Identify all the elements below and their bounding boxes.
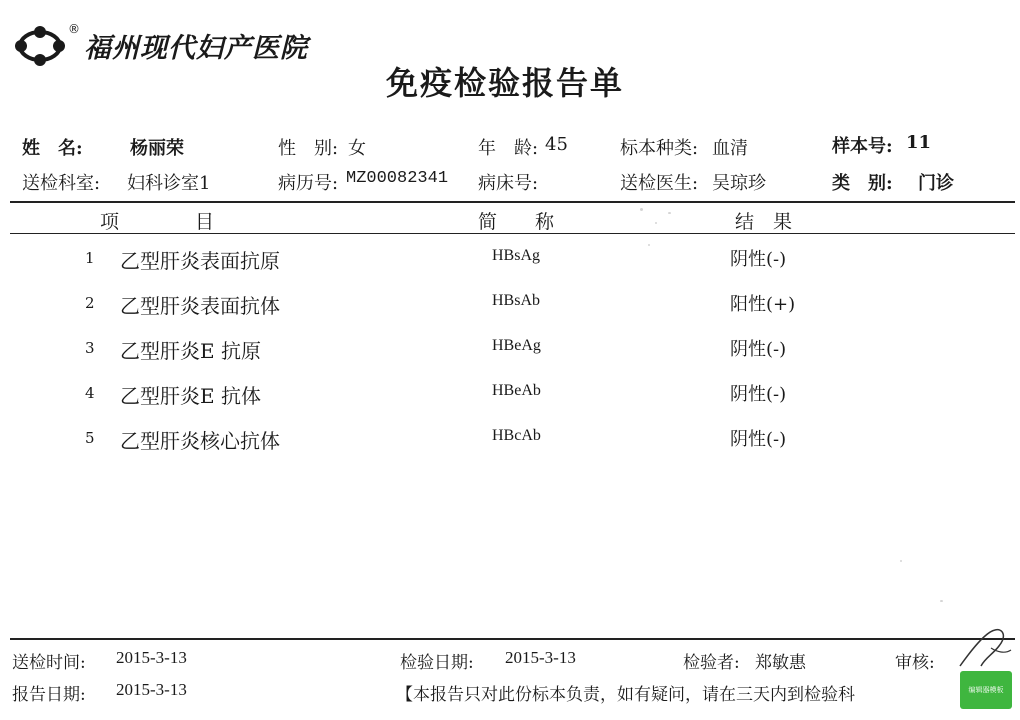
- table-header-rule: [10, 233, 1015, 234]
- row-abbr: HBeAb: [492, 382, 541, 399]
- row-result: 阴性(-): [730, 249, 787, 270]
- hospital-name: 福州现代妇产医院: [84, 33, 308, 64]
- row-abbr: HBsAg: [492, 247, 541, 264]
- reviewer-signature-icon: [955, 622, 1015, 672]
- row-result: 阳性(+): [730, 294, 796, 315]
- gender-value: 女: [348, 138, 366, 159]
- category-label: 类 别:: [832, 173, 893, 194]
- table-top-rule: [10, 201, 1015, 203]
- scan-speck: [655, 222, 657, 224]
- department-value: 妇科诊室1: [127, 173, 211, 194]
- row-result: 阴性(-): [730, 339, 787, 360]
- header-item: 项 目: [100, 211, 215, 233]
- sample-no-value: 11: [906, 132, 932, 153]
- row-item: 乙型肝炎核心抗体: [120, 429, 280, 453]
- record-no-label: 病历号:: [278, 173, 339, 194]
- disclaimer-note: 【本报告只对此份标本负责，如有疑问，请在三天内到检验科: [396, 685, 855, 705]
- row-abbr: HBeAg: [492, 337, 541, 354]
- row-number: 4: [85, 384, 95, 402]
- tester-label: 检验者:: [683, 653, 740, 673]
- reviewer-label: 审核:: [895, 653, 935, 673]
- registered-mark: ®: [68, 22, 80, 36]
- row-number: 1: [85, 249, 95, 267]
- name-label: 姓 名:: [22, 138, 83, 159]
- tester-value: 郑敏惠: [755, 653, 806, 673]
- submit-time-value: 2015-3-13: [116, 648, 187, 667]
- row-item: 乙型肝炎E 抗体: [120, 384, 261, 408]
- row-abbr: HBcAb: [492, 427, 541, 444]
- row-number: 2: [85, 294, 95, 312]
- header-abbr: 简 称: [478, 211, 555, 233]
- gender-label: 性 别:: [278, 138, 339, 159]
- report-title: 免疫检验报告单: [385, 64, 624, 102]
- header-result: 结 果: [735, 211, 793, 233]
- category-value: 门诊: [918, 173, 954, 194]
- scan-speck: [640, 208, 643, 211]
- bed-no-label: 病床号:: [478, 173, 539, 194]
- scan-speck: [900, 560, 902, 562]
- footer-rule: [10, 638, 1015, 640]
- row-item: 乙型肝炎表面抗原: [120, 249, 280, 273]
- doctor-value: 吴琼珍: [712, 173, 766, 194]
- row-number: 5: [85, 429, 95, 447]
- age-value: 45: [545, 134, 568, 155]
- age-label: 年 龄:: [478, 138, 539, 159]
- specimen-type-value: 血清: [712, 138, 748, 159]
- row-abbr: HBsAb: [492, 292, 541, 309]
- row-result: 阴性(-): [730, 429, 787, 450]
- row-item: 乙型肝炎E 抗原: [120, 339, 261, 363]
- test-date-value: 2015-3-13: [505, 648, 576, 667]
- test-date-label: 检验日期:: [400, 653, 474, 673]
- submit-time-label: 送检时间:: [12, 653, 86, 673]
- department-label: 送检科室:: [22, 173, 101, 194]
- sample-no-label: 样本号:: [832, 136, 893, 157]
- scan-speck: [668, 212, 671, 214]
- name-value: 杨丽荣: [130, 138, 184, 159]
- report-date-value: 2015-3-13: [116, 680, 187, 699]
- row-result: 阴性(-): [730, 384, 787, 405]
- watermark-badge: 编辑器模板: [960, 671, 1012, 709]
- scan-speck: [648, 244, 650, 246]
- report-date-label: 报告日期:: [12, 685, 86, 705]
- doctor-label: 送检医生:: [620, 173, 699, 194]
- row-number: 3: [85, 339, 95, 357]
- scan-speck: [940, 600, 943, 602]
- record-no-value: MZ00082341: [346, 169, 449, 188]
- row-item: 乙型肝炎表面抗体: [120, 294, 280, 318]
- specimen-type-label: 标本种类:: [620, 138, 699, 159]
